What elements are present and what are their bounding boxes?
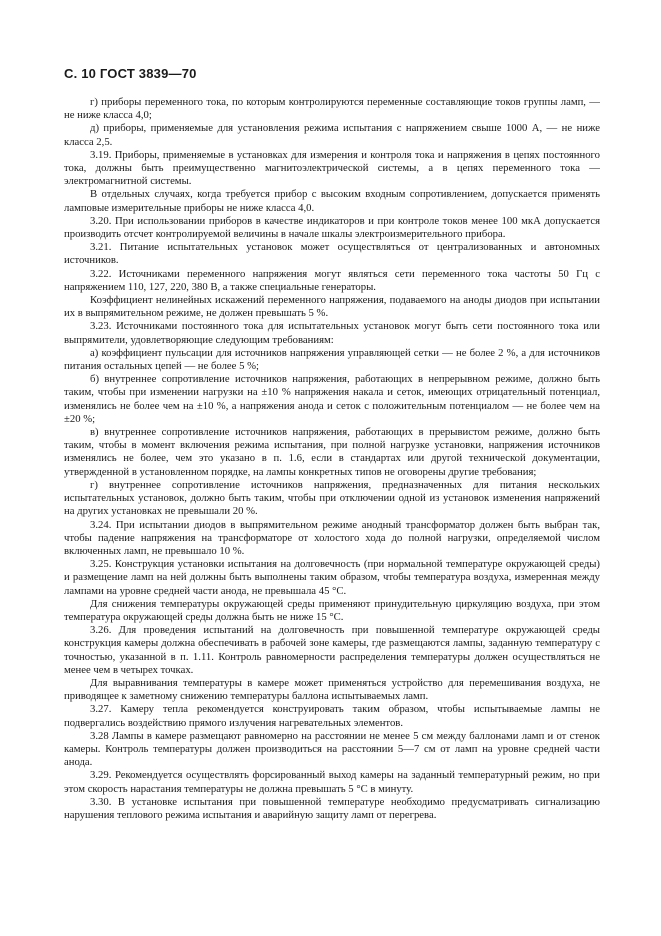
paragraph: В отдельных случаях, когда требуется прибор с высоким входным сопротивлением, допускается применять ламповые измерительные приборы не ниже класса 4,0.: [64, 188, 600, 214]
paragraph: 3.28 Лампы в камере размещают равномерно на расстоянии не менее 5 см между баллонами ламп и от стенок камеры. Контроль температуры должен производиться на расстоянии 5—7 см от ламп на уровне средней части анода.: [64, 729, 600, 769]
document-body: [64, 96, 600, 822]
paragraph: г) приборы переменного тока, по которым контролируются переменные составляющие токов группы ламп, — не ниже класса 4,0;: [64, 96, 600, 122]
paragraph: Для снижения температуры окружающей среды применяют принудительную циркуляцию воздуха, при этом температура окружающей среды должна быть не ниже 15 °С.: [64, 597, 600, 623]
paragraph: 3.20. При использовании приборов в качестве индикаторов и при контроле токов менее 100 мкА допускается производить отсчет контролируемой величины в начале шкалы электроизмерительного прибора.: [64, 214, 600, 241]
paragraph: 3.29. Рекомендуется осуществлять форсированный выход камеры на заданный температурный режим, но при этом скорость нарастания температуры не должна превышать 5 °С в минуту.: [64, 769, 600, 795]
paragraph: д) приборы, применяемые для установления режима испытания с напряжением свыше 1000 А, — не ниже класса 2,5.: [64, 122, 600, 148]
paragraph: 3.26. Для проведения испытаний на долговечность при повышенной температуре окружающей среды конструкция камеры должна обеспечивать в рабочей зоне камеры, где размещаются лампы, заданную температуру с точностью, указанной в п. 1.11. Контроль равномерности распределения температуры должен осуществляться не менее чем в четырех точках.: [64, 624, 600, 676]
paragraph: 3.21. Питание испытательных установок может осуществляться от централизованных и автономных источников.: [64, 241, 600, 267]
paragraph: 3.22. Источниками переменного напряжения могут являться сети переменного тока частоты 50 Гц с напряжением 110, 127, 220, 380 В, а также специальные генераторы.: [64, 267, 600, 293]
paragraph: Коэффициент нелинейных искажений переменного напряжения, подаваемого на аноды диодов при испытании их в выпрямительном режиме, не должен превышать 5 %.: [64, 294, 600, 320]
paragraph: 3.19. Приборы, применяемые в установках для измерения и контроля тока и напряжения в цепях постоянного тока, должны быть преимущественно магнитоэлектрической системы, а в цепях переменного тока — электромагнитной системы.: [64, 148, 600, 188]
paragraph: 3.24. При испытании диодов в выпрямительном режиме анодный трансформатор должен быть выбран так, чтобы падение напряжения на трансформаторе от холостого хода до полной нагрузки, определяемой числом включенных ламп, не превышало 10 %.: [64, 518, 600, 557]
paragraph: 3.27. Камеру тепла рекомендуется конструировать таким образом, чтобы испытываемые лампы не подвергались воздействию прямого излучения нагревательных элементов.: [64, 703, 600, 729]
paragraph: б) внутреннее сопротивление источников напряжения, работающих в непрерывном режиме, должно быть таким, чтобы при изменении нагрузки на ±10 % напряжения накала и сеток, имеющих отрицательный потенциал, изменялись не более чем на ±10 %, а напряжения анода и сеток с положительным потенциалом — не более чем на ±20 %;: [64, 373, 600, 425]
paragraph: а) коэффициент пульсации для источников напряжения управляющей сетки — не более 2 %, а для источников питания остальных цепей — не более 5 %;: [64, 346, 600, 373]
page-header: С. 10 ГОСТ 3839—70: [64, 66, 197, 81]
paragraph: г) внутреннее сопротивление источников напряжения, предназначенных для питания нескольких испытательных установок, должно быть таким, чтобы при отключении одной из установок изменения напряжений на других установках не превышали 20 %.: [64, 478, 600, 518]
paragraph: 3.30. В установке испытания при повышенной температуре необходимо предусматривать сигнализацию нарушения теплового режима испытания и аварийную защиту ламп от перегрева.: [64, 795, 600, 821]
paragraph: в) внутреннее сопротивление источников напряжения, работающих в прерывистом режиме, должно быть таким, чтобы в момент включения режима испытания, при полной нагрузке установки, напряжения источников изменялись не более, чем это указано в п. 1.6, если в стандартах или другой технической документации, утвержденной в установленном порядке, на лампы конкретных типов не оговорены другие требования;: [64, 426, 600, 478]
paragraph: 3.25. Конструкция установки испытания на долговечность (при нормальной температуре окружающей среды) и размещение ламп на ней должны быть выполнены таким образом, чтобы температура воздуха, измеренная между лампами на уровне средней части анода, не превышала 45 °С.: [64, 558, 600, 597]
paragraph: Для выравнивания температуры в камере может применяться устройство для перемешивания воздуха, не приводящее к заметному снижению температуры баллона испытываемых ламп.: [64, 676, 600, 703]
paragraph: 3.23. Источниками постоянного тока для испытательных установок могут быть сети постоянного тока или выпрямители, удовлетворяющие следующим требованиям:: [64, 320, 600, 346]
